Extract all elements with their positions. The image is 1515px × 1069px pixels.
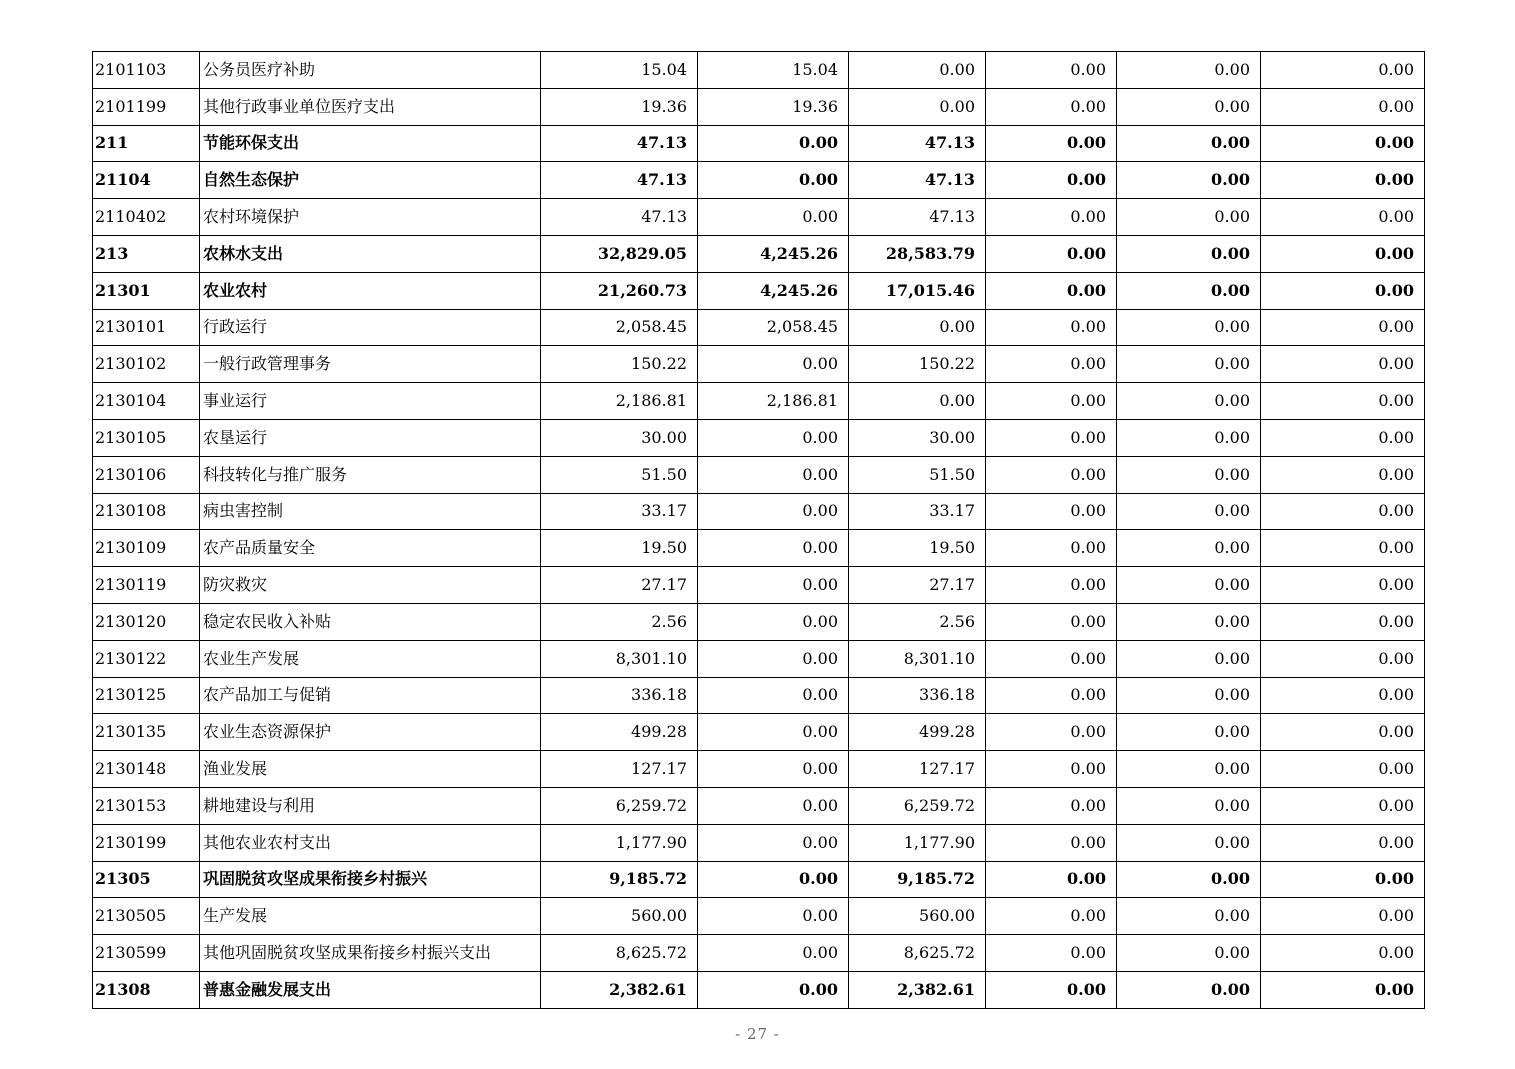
cell-name: 行政运行 <box>200 309 541 346</box>
cell-code: 2101199 <box>93 88 200 125</box>
cell-code: 2130101 <box>93 309 200 346</box>
cell-name: 农村环境保护 <box>200 199 541 236</box>
cell-amount: 28,583.79 <box>849 235 986 272</box>
table-row <box>93 714 1425 751</box>
cell-amount: 0.00 <box>1261 861 1425 898</box>
cell-amount: 0.00 <box>1117 567 1261 604</box>
cell-amount: 0.00 <box>698 162 849 199</box>
cell-amount: 0.00 <box>698 787 849 824</box>
table-row <box>93 861 1425 898</box>
cell-name: 防灾救灾 <box>200 567 541 604</box>
cell-amount: 0.00 <box>1261 567 1425 604</box>
table-row <box>93 971 1425 1008</box>
cell-code: 21301 <box>93 272 200 309</box>
cell-amount: 0.00 <box>986 235 1117 272</box>
cell-code: 21104 <box>93 162 200 199</box>
cell-amount: 0.00 <box>698 419 849 456</box>
cell-amount: 0.00 <box>986 640 1117 677</box>
cell-amount: 0.00 <box>698 125 849 162</box>
cell-amount: 47.13 <box>541 125 698 162</box>
table-row <box>93 935 1425 972</box>
cell-amount: 0.00 <box>986 567 1117 604</box>
cell-code: 2130104 <box>93 383 200 420</box>
cell-amount: 0.00 <box>986 309 1117 346</box>
cell-amount: 0.00 <box>986 971 1117 1008</box>
cell-amount: 47.13 <box>849 125 986 162</box>
cell-amount: 47.13 <box>849 199 986 236</box>
cell-amount: 2,186.81 <box>698 383 849 420</box>
cell-amount: 0.00 <box>1261 383 1425 420</box>
cell-amount: 0.00 <box>698 751 849 788</box>
cell-amount: 0.00 <box>1117 714 1261 751</box>
cell-amount: 15.04 <box>541 52 698 89</box>
cell-amount: 0.00 <box>698 935 849 972</box>
cell-name: 稳定农民收入补贴 <box>200 603 541 640</box>
cell-amount: 0.00 <box>1261 419 1425 456</box>
cell-name: 农林水支出 <box>200 235 541 272</box>
cell-name: 农业农村 <box>200 272 541 309</box>
table-row <box>93 677 1425 714</box>
cell-name: 巩固脱贫攻坚成果衔接乡村振兴 <box>200 861 541 898</box>
cell-amount: 499.28 <box>849 714 986 751</box>
cell-amount: 0.00 <box>1261 640 1425 677</box>
cell-amount: 0.00 <box>1117 640 1261 677</box>
table-row <box>93 88 1425 125</box>
table-row <box>93 603 1425 640</box>
cell-amount: 0.00 <box>1261 787 1425 824</box>
cell-amount: 0.00 <box>986 125 1117 162</box>
cell-amount: 19.50 <box>541 530 698 567</box>
table-row <box>93 640 1425 677</box>
cell-amount: 0.00 <box>698 456 849 493</box>
cell-amount: 0.00 <box>1117 898 1261 935</box>
cell-code: 2130505 <box>93 898 200 935</box>
cell-amount: 0.00 <box>1117 530 1261 567</box>
cell-name: 节能环保支出 <box>200 125 541 162</box>
cell-amount: 0.00 <box>698 199 849 236</box>
cell-amount: 0.00 <box>1117 824 1261 861</box>
cell-amount: 0.00 <box>698 640 849 677</box>
cell-code: 2130108 <box>93 493 200 530</box>
cell-amount: 0.00 <box>986 419 1117 456</box>
cell-amount: 51.50 <box>541 456 698 493</box>
cell-amount: 30.00 <box>541 419 698 456</box>
cell-amount: 0.00 <box>1117 456 1261 493</box>
cell-amount: 51.50 <box>849 456 986 493</box>
cell-amount: 0.00 <box>1117 125 1261 162</box>
cell-code: 2130105 <box>93 419 200 456</box>
cell-amount: 0.00 <box>986 199 1117 236</box>
cell-amount: 0.00 <box>1261 971 1425 1008</box>
cell-amount: 336.18 <box>849 677 986 714</box>
cell-amount: 0.00 <box>1117 493 1261 530</box>
cell-amount: 8,301.10 <box>849 640 986 677</box>
cell-amount: 0.00 <box>1117 309 1261 346</box>
cell-amount: 0.00 <box>1261 272 1425 309</box>
cell-amount: 0.00 <box>1117 935 1261 972</box>
cell-amount: 0.00 <box>698 714 849 751</box>
cell-amount: 0.00 <box>1117 346 1261 383</box>
cell-code: 2130119 <box>93 567 200 604</box>
cell-amount: 0.00 <box>698 971 849 1008</box>
table-row <box>93 530 1425 567</box>
cell-amount: 19.36 <box>541 88 698 125</box>
cell-amount: 499.28 <box>541 714 698 751</box>
table-row <box>93 824 1425 861</box>
cell-amount: 0.00 <box>698 824 849 861</box>
cell-amount: 0.00 <box>986 898 1117 935</box>
table-row <box>93 52 1425 89</box>
cell-code: 21308 <box>93 971 200 1008</box>
cell-amount: 560.00 <box>849 898 986 935</box>
cell-amount: 2,058.45 <box>698 309 849 346</box>
cell-amount: 0.00 <box>986 787 1117 824</box>
cell-amount: 0.00 <box>1261 309 1425 346</box>
cell-amount: 0.00 <box>986 824 1117 861</box>
cell-amount: 150.22 <box>541 346 698 383</box>
cell-amount: 336.18 <box>541 677 698 714</box>
cell-amount: 19.36 <box>698 88 849 125</box>
cell-amount: 27.17 <box>541 567 698 604</box>
cell-amount: 0.00 <box>1261 898 1425 935</box>
cell-name: 其他农业农村支出 <box>200 824 541 861</box>
cell-amount: 9,185.72 <box>849 861 986 898</box>
cell-amount: 8,625.72 <box>849 935 986 972</box>
cell-code: 2130135 <box>93 714 200 751</box>
cell-code: 2130120 <box>93 603 200 640</box>
cell-amount: 2,382.61 <box>849 971 986 1008</box>
cell-code: 213 <box>93 235 200 272</box>
cell-amount: 0.00 <box>986 751 1117 788</box>
table-row <box>93 309 1425 346</box>
table-row <box>93 493 1425 530</box>
cell-amount: 30.00 <box>849 419 986 456</box>
cell-amount: 0.00 <box>986 861 1117 898</box>
cell-amount: 0.00 <box>986 456 1117 493</box>
cell-amount: 0.00 <box>698 493 849 530</box>
cell-name: 自然生态保护 <box>200 162 541 199</box>
cell-amount: 0.00 <box>1261 751 1425 788</box>
table-row <box>93 898 1425 935</box>
cell-amount: 0.00 <box>1117 751 1261 788</box>
cell-amount: 0.00 <box>986 162 1117 199</box>
cell-amount: 0.00 <box>1261 714 1425 751</box>
cell-amount: 0.00 <box>698 898 849 935</box>
cell-amount: 8,625.72 <box>541 935 698 972</box>
cell-amount: 8,301.10 <box>541 640 698 677</box>
cell-amount: 2,186.81 <box>541 383 698 420</box>
cell-amount: 27.17 <box>849 567 986 604</box>
cell-amount: 150.22 <box>849 346 986 383</box>
cell-amount: 2.56 <box>849 603 986 640</box>
cell-amount: 4,245.26 <box>698 272 849 309</box>
page-number: - 27 - <box>735 1025 780 1043</box>
cell-amount: 0.00 <box>986 346 1117 383</box>
cell-amount: 0.00 <box>849 383 986 420</box>
table-row <box>93 235 1425 272</box>
cell-amount: 0.00 <box>1117 199 1261 236</box>
cell-name: 农垦运行 <box>200 419 541 456</box>
cell-name: 事业运行 <box>200 383 541 420</box>
cell-name: 公务员医疗补助 <box>200 52 541 89</box>
cell-amount: 6,259.72 <box>541 787 698 824</box>
cell-name: 生产发展 <box>200 898 541 935</box>
cell-amount: 0.00 <box>1117 419 1261 456</box>
cell-amount: 0.00 <box>1117 235 1261 272</box>
cell-amount: 4,245.26 <box>698 235 849 272</box>
cell-amount: 33.17 <box>541 493 698 530</box>
cell-amount: 32,829.05 <box>541 235 698 272</box>
cell-amount: 47.13 <box>541 162 698 199</box>
cell-amount: 0.00 <box>986 52 1117 89</box>
cell-code: 2101103 <box>93 52 200 89</box>
cell-amount: 560.00 <box>541 898 698 935</box>
cell-amount: 0.00 <box>986 493 1117 530</box>
cell-code: 2110402 <box>93 199 200 236</box>
cell-amount: 0.00 <box>1117 383 1261 420</box>
cell-amount: 15.04 <box>698 52 849 89</box>
cell-amount: 2,058.45 <box>541 309 698 346</box>
cell-amount: 0.00 <box>698 567 849 604</box>
table-row <box>93 199 1425 236</box>
cell-amount: 0.00 <box>849 52 986 89</box>
cell-amount: 0.00 <box>1261 346 1425 383</box>
cell-amount: 0.00 <box>986 603 1117 640</box>
cell-amount: 0.00 <box>1261 162 1425 199</box>
cell-name: 科技转化与推广服务 <box>200 456 541 493</box>
table-row <box>93 787 1425 824</box>
cell-amount: 0.00 <box>1261 88 1425 125</box>
cell-code: 21305 <box>93 861 200 898</box>
cell-amount: 0.00 <box>986 383 1117 420</box>
cell-amount: 6,259.72 <box>849 787 986 824</box>
budget-table <box>92 51 1425 1009</box>
table-body <box>93 52 1425 1009</box>
cell-amount: 19.50 <box>849 530 986 567</box>
cell-amount: 0.00 <box>698 861 849 898</box>
cell-amount: 0.00 <box>986 272 1117 309</box>
cell-amount: 0.00 <box>849 309 986 346</box>
cell-amount: 127.17 <box>849 751 986 788</box>
cell-name: 耕地建设与利用 <box>200 787 541 824</box>
cell-code: 2130125 <box>93 677 200 714</box>
table-row <box>93 383 1425 420</box>
cell-amount: 2.56 <box>541 603 698 640</box>
cell-name: 一般行政管理事务 <box>200 346 541 383</box>
cell-amount: 0.00 <box>1261 935 1425 972</box>
cell-amount: 0.00 <box>849 88 986 125</box>
cell-amount: 0.00 <box>1261 603 1425 640</box>
cell-amount: 47.13 <box>849 162 986 199</box>
cell-code: 2130122 <box>93 640 200 677</box>
table-row <box>93 456 1425 493</box>
cell-amount: 0.00 <box>986 935 1117 972</box>
cell-amount: 0.00 <box>1261 235 1425 272</box>
cell-amount: 0.00 <box>698 530 849 567</box>
cell-amount: 0.00 <box>1261 677 1425 714</box>
cell-amount: 0.00 <box>1261 530 1425 567</box>
cell-name: 其他巩固脱贫攻坚成果衔接乡村振兴支出 <box>200 935 541 972</box>
cell-amount: 1,177.90 <box>541 824 698 861</box>
cell-amount: 0.00 <box>1261 199 1425 236</box>
cell-amount: 0.00 <box>1117 603 1261 640</box>
table-row <box>93 751 1425 788</box>
cell-amount: 0.00 <box>1117 677 1261 714</box>
cell-code: 2130148 <box>93 751 200 788</box>
cell-name: 农业生产发展 <box>200 640 541 677</box>
cell-amount: 127.17 <box>541 751 698 788</box>
cell-amount: 0.00 <box>1261 824 1425 861</box>
cell-amount: 0.00 <box>698 603 849 640</box>
table-row <box>93 567 1425 604</box>
cell-amount: 0.00 <box>1261 456 1425 493</box>
cell-amount: 0.00 <box>1261 493 1425 530</box>
table-row <box>93 272 1425 309</box>
cell-amount: 1,177.90 <box>849 824 986 861</box>
cell-code: 2130106 <box>93 456 200 493</box>
cell-amount: 0.00 <box>1117 971 1261 1008</box>
cell-amount: 0.00 <box>698 346 849 383</box>
cell-amount: 0.00 <box>698 677 849 714</box>
cell-code: 2130109 <box>93 530 200 567</box>
cell-amount: 47.13 <box>541 199 698 236</box>
cell-amount: 2,382.61 <box>541 971 698 1008</box>
table-row <box>93 346 1425 383</box>
cell-amount: 0.00 <box>986 88 1117 125</box>
cell-code: 2130102 <box>93 346 200 383</box>
cell-amount: 33.17 <box>849 493 986 530</box>
cell-amount: 21,260.73 <box>541 272 698 309</box>
cell-amount: 0.00 <box>1117 861 1261 898</box>
cell-name: 其他行政事业单位医疗支出 <box>200 88 541 125</box>
cell-amount: 9,185.72 <box>541 861 698 898</box>
cell-code: 2130199 <box>93 824 200 861</box>
cell-amount: 0.00 <box>1117 787 1261 824</box>
cell-amount: 0.00 <box>1261 52 1425 89</box>
cell-name: 农产品质量安全 <box>200 530 541 567</box>
cell-code: 2130599 <box>93 935 200 972</box>
cell-name: 农产品加工与促销 <box>200 677 541 714</box>
cell-amount: 0.00 <box>986 714 1117 751</box>
cell-amount: 0.00 <box>1117 272 1261 309</box>
cell-name: 渔业发展 <box>200 751 541 788</box>
table-row <box>93 125 1425 162</box>
cell-name: 普惠金融发展支出 <box>200 971 541 1008</box>
cell-name: 农业生态资源保护 <box>200 714 541 751</box>
cell-amount: 0.00 <box>1117 52 1261 89</box>
cell-amount: 0.00 <box>986 530 1117 567</box>
table-row <box>93 162 1425 199</box>
cell-amount: 0.00 <box>1261 125 1425 162</box>
cell-code: 211 <box>93 125 200 162</box>
cell-code: 2130153 <box>93 787 200 824</box>
cell-amount: 0.00 <box>986 677 1117 714</box>
cell-name: 病虫害控制 <box>200 493 541 530</box>
cell-amount: 0.00 <box>1117 88 1261 125</box>
cell-amount: 0.00 <box>1117 162 1261 199</box>
table-row <box>93 419 1425 456</box>
cell-amount: 17,015.46 <box>849 272 986 309</box>
